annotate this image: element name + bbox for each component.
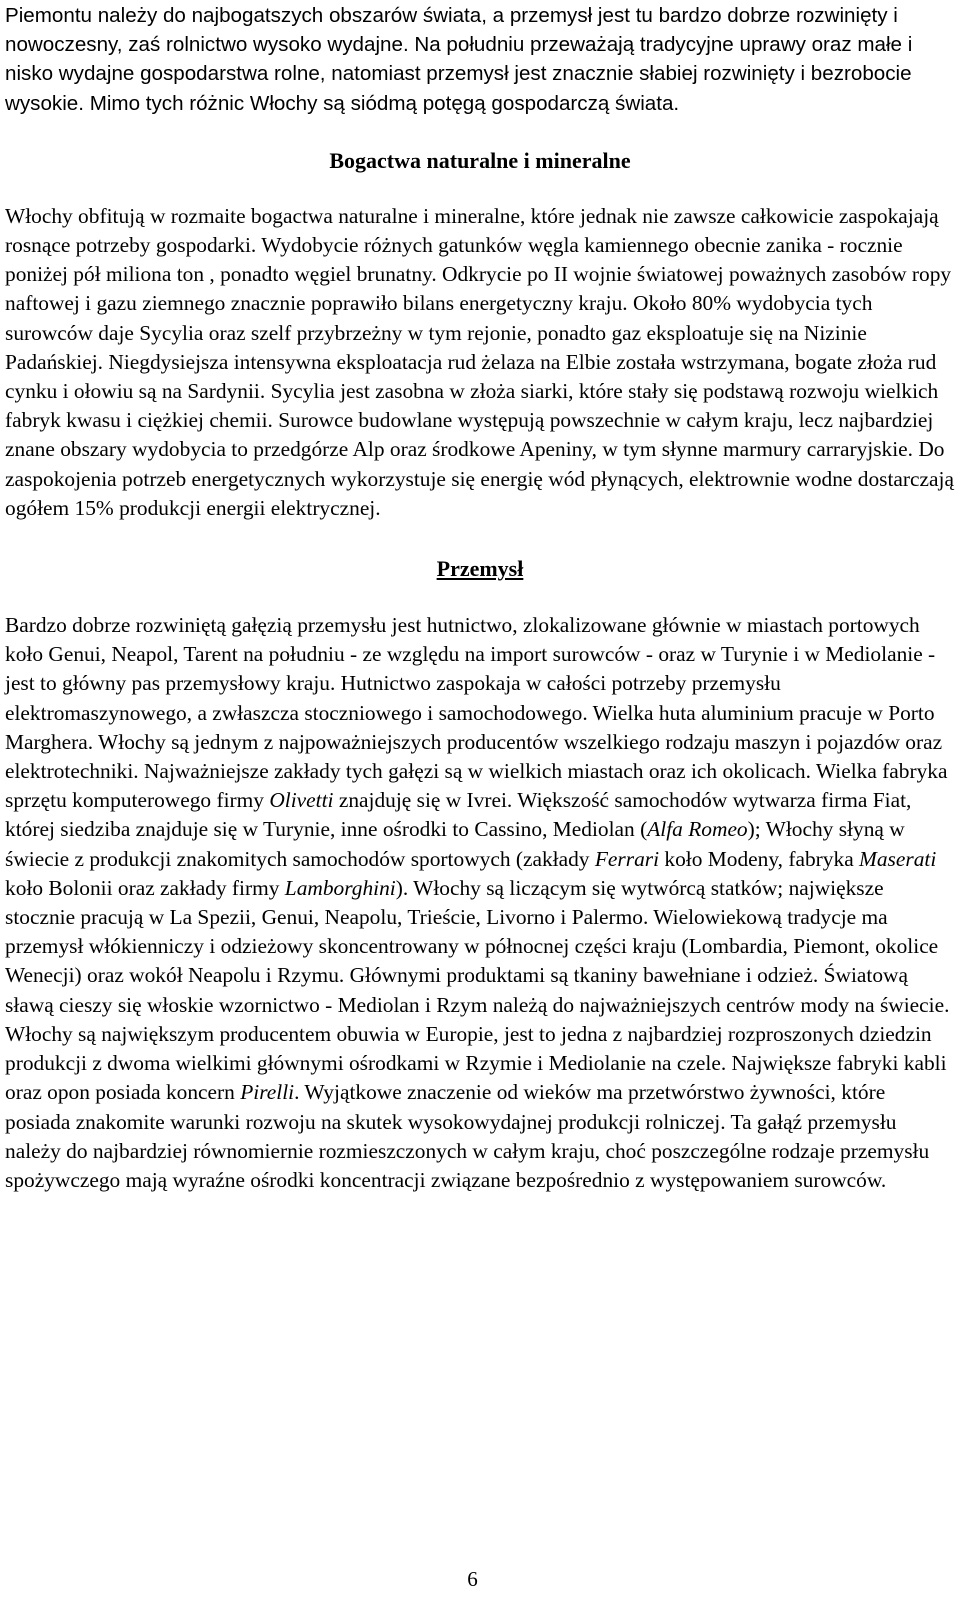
industry-text: ); Włochy słyną w świecie z produkcji znakomitych samochodów sportowych (zakłady [5, 817, 905, 871]
industry-text: koło Bolonii oraz zakłady firmy [5, 875, 285, 900]
industry-text: ). Włochy są liczącym się wytwórcą statków; największe stocznie pracują w La Spezii, Genui, Neapolu, Trieście, Livorno i Palermo. Wielowiekową tradycje ma przemysł włókienniczy i odzieżowy skoncentrowany w północnej części kraju (Lombardia, Piemont, okolice Wenecji) oraz wokół Neapolu i Rzymu. Głównymi produktami są tkaniny bawełniane i odzież. Światową sławą cieszy się włoskie wzornictwo - Mediolan i Rzym należą do najważniejszych centrów mody na świecie. Włochy są największym producentem obuwia w Europie, jest to jedna z najbardziej rozproszonych dziedzin produkcji z dwoma wielkimi głównymi ośrodkami w Rzymie i Mediolanie na czele. Największe fabryki kabli oraz opon posiada koncern [5, 875, 950, 1105]
industry-text: . Wyjątkowe znaczenie od wieków ma przetwórstwo żywności, które posiada znakomite warunki rozwoju na skutek wysokowydajnej produkcji rolniczej. Ta gałąź przemysłu należy do najbardziej równomiernie rozmieszczonych w całym kraju, choć poszczególne rodzaje przemysłu spożywczego mają wyraźne ośrodki koncentracji związane bezpośrednio z występowaniem surowców. [5, 1080, 930, 1192]
page-number: 6 [467, 1567, 478, 1591]
intro-paragraph: Piemontu należy do najbogatszych obszarów świata, a przemysł jest tu bardzo dobrze rozwinięty i nowoczesny, zaś rolnictwo wysoko wydajne. Na południu przeważają tradycyjne uprawy oraz małe i nisko wydajne gospodarstwa rolne, natomiast przemysł jest znacznie słabiej rozwinięty i bezrobocie wysokie. Mimo tych różnic Włochy są siódmą potęgą gospodarczą świata. [5, 4, 913, 115]
company-name-maserati: Maserati [859, 846, 937, 871]
natural-resources-paragraph: Włochy obfitują w rozmaite bogactwa naturalne i mineralne, które jednak nie zawsze całkowicie zaspokajają rosnące potrzeby gospodarki. Wydobycie różnych gatunków węgla kamiennego obecnie zanika - rocznie poniżej pół miliona ton , ponadto węgiel brunatny. Odkrycie po II wojnie światowej poważnych zasobów ropy naftowej i gazu ziemnego znacznie poprawiło bilans energetyczny kraju. Około 80% wydobycia tych surowców daje Sycylia oraz szelf przybrzeżny w tym rejonie, ponadto gaz eksploatuje się na Nizinie Padańskiej. Niegdysiejsza intensywna eksploatacja rud żelaza na Elbie została wstrzymana, bogate złoża rud cynku i ołowiu są na Sardynii. Sycylia jest zasobna w złoża siarki, które stały się podstawą rozwoju wielkich fabryk kwasu i ciężkiej chemii. Surowce budowlane występują powszechnie w całym kraju, lecz najbardziej znane obszary wydobycia to przedgórze Alp oraz środkowe Apeniny, w tym słynne marmury carraryjskie. Do zaspokojenia potrzeb energetycznych wykorzystuje się energię wód płynących, elektrownie wodne dostarczają ogółem 15% produkcji energii elektrycznej. [5, 203, 954, 520]
section-heading-natural-resources: Bogactwa naturalne i mineralne [329, 147, 631, 173]
company-name-pirelli: Pirelli [240, 1080, 295, 1105]
company-name-alfa-romeo: Alfa Romeo [647, 817, 748, 842]
company-name-olivetti: Olivetti [269, 788, 334, 813]
industry-text: koło Modeny, fabryka [659, 846, 860, 871]
company-name-ferrari: Ferrari [594, 846, 660, 871]
company-name-lamborghini: Lamborghini [284, 875, 396, 900]
industry-paragraph [5, 611, 955, 1195]
industry-text: znajduję się w Ivrei. Większość samochodów wytwarza firma Fiat, której siedziba znajduje się w Turynie, inne ośrodki to Cassino, Mediolan ( [5, 788, 912, 842]
section-heading-industry: Przemysł [436, 556, 524, 582]
document-page [5, 0, 955, 1195]
industry-text: Bardzo dobrze rozwiniętą gałęzią przemysłu jest hutnictwo, zlokalizowane głównie w miastach portowych koło Genui, Neapol, Tarent na południu - ze względu na import surowców - oraz w Turynie i w Mediolanie - jest to główny pas przemysłowy kraju. Hutnictwo zaspokaja w całości potrzeby przemysłu elektromaszynowego, a zwłaszcza stoczniowego i samochodowego. Wielka huta aluminium pracuje w Porto Marghera. Włochy są jednym z najpoważniejszych producentów wszelkiego rodzaju maszyn i pojazdów oraz elektrotechniki. Najważniejsze zakłady tych gałęzi są w wielkich miastach oraz ich okolicach. Wielka fabryka sprzętu komputerowego firmy [5, 613, 948, 813]
